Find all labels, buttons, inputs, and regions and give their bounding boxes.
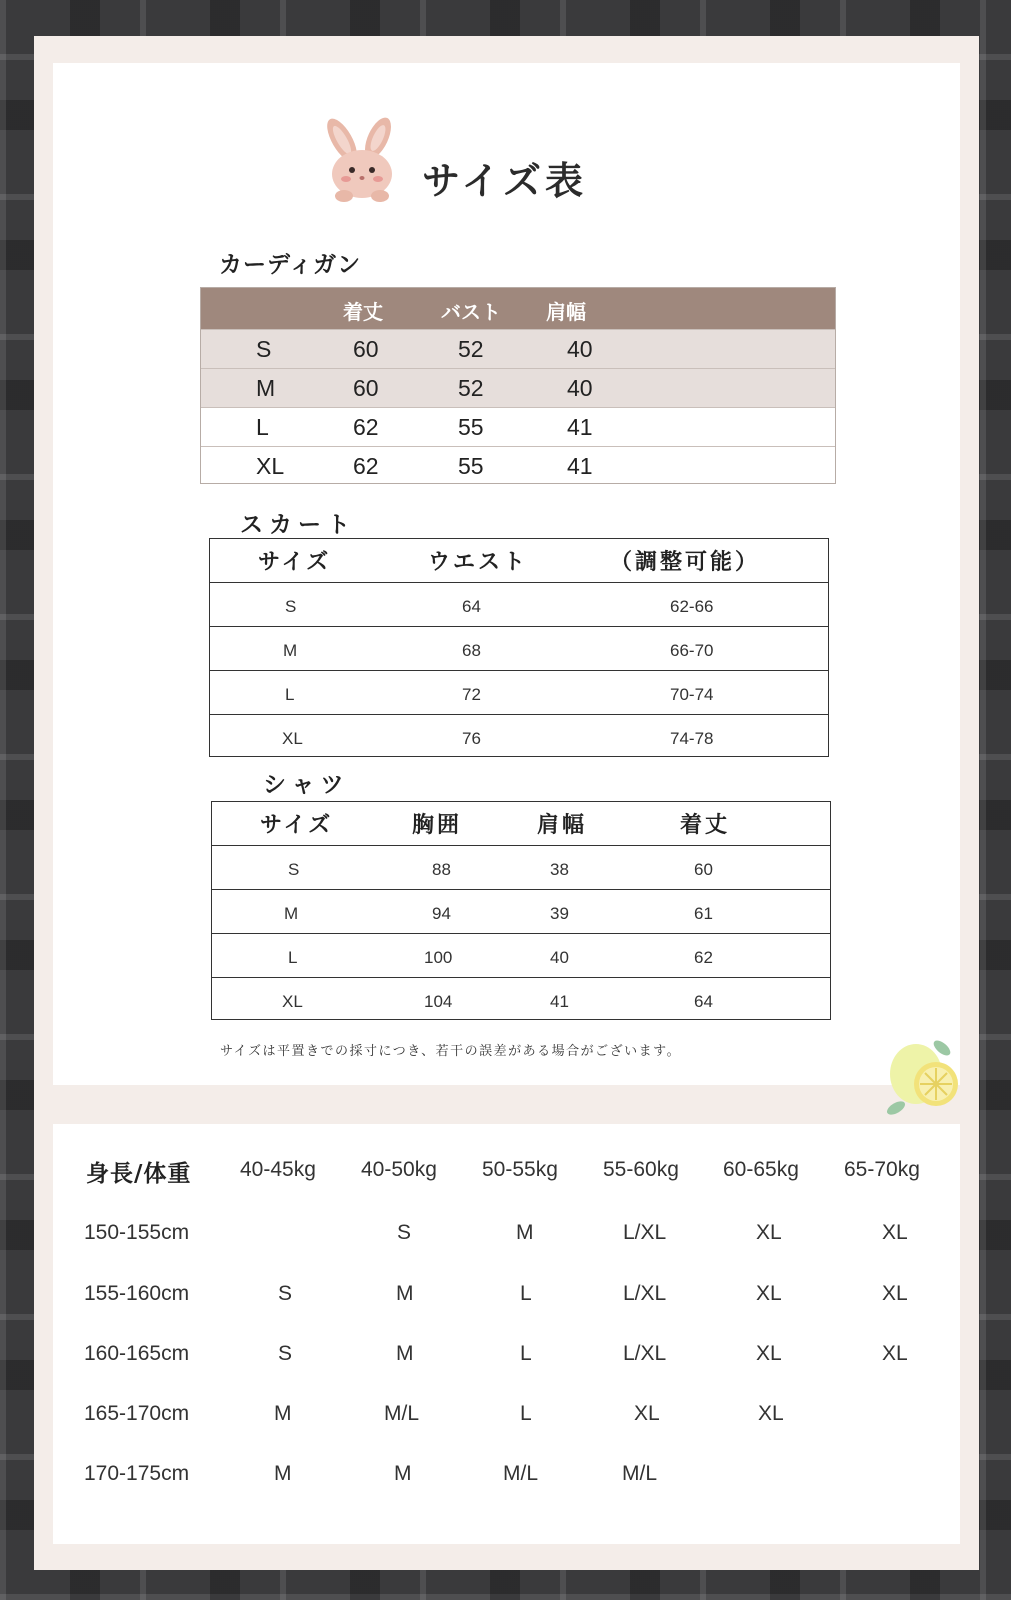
weight-header: 65-70kg [844,1158,920,1181]
value-cell: 62 [353,414,379,440]
size-cell: M [283,641,298,660]
size-cell: L/XL [623,1342,667,1365]
value-cell: 104 [424,992,453,1011]
value-cell: 41 [567,414,593,440]
size-cell: L [288,948,298,967]
table-row [212,845,830,889]
value-cell: 70-74 [670,685,714,704]
value-cell: 55 [458,453,484,479]
size-cell: XL [756,1221,782,1244]
value-cell: 60 [353,375,379,401]
size-cell: M [396,1282,414,1305]
table-row [210,582,828,626]
table-row [212,889,830,933]
value-cell: 60 [353,336,379,362]
value-cell: 88 [432,860,451,879]
table-row [210,670,828,714]
table-row [210,714,828,758]
skirt-title: スカート [240,512,356,538]
value-cell: 64 [694,992,713,1011]
size-cell: L/XL [623,1282,667,1305]
size-cell: XL [882,1282,908,1305]
value-cell: 68 [462,641,481,660]
height-cell: 155-160cm [84,1282,190,1305]
size-cell: S [278,1282,293,1305]
table-row [201,368,835,407]
bunny-illustration-icon [318,112,410,208]
size-cell: M [516,1221,534,1244]
size-cell: XL [882,1342,908,1365]
value-cell: 74-78 [670,729,714,748]
header-cell: 胸囲 [412,813,463,838]
header-cell: 肩幅 [537,813,588,838]
table-row [201,329,835,368]
value-cell: 62 [353,453,379,479]
value-cell: 66-70 [670,641,714,660]
value-cell: 72 [462,685,481,704]
cardigan-table [200,287,836,484]
size-cell: M/L [622,1462,658,1485]
header-cell: サイズ [260,813,334,838]
weight-header: 60-65kg [723,1158,799,1181]
value-cell: 62-66 [670,597,714,616]
weight-header: 55-60kg [603,1158,679,1181]
lemon-decoration-icon [880,1030,972,1122]
height-cell: 165-170cm [84,1402,190,1425]
value-cell: 40 [567,375,593,401]
size-cell: M [256,375,276,401]
value-cell: 52 [458,336,484,362]
value-cell: 94 [432,904,451,923]
size-cell: S [288,860,300,879]
height-cell: 170-175cm [84,1462,190,1485]
recommendation-corner-label: 身長/体重 [86,1161,192,1187]
table-row [212,933,830,977]
header-cell: 肩幅 [546,300,586,324]
size-cell: L [256,414,269,440]
table-header [210,539,828,582]
size-cell: XL [758,1402,784,1425]
header-cell: 着丈 [343,300,383,324]
recommendation-row [0,1402,1011,1432]
value-cell: 76 [462,729,481,748]
header-cell: サイズ [258,550,332,575]
size-cell: S [256,336,272,362]
height-cell: 150-155cm [84,1221,190,1244]
table-row [210,626,828,670]
value-cell: 38 [550,860,569,879]
value-cell: 100 [424,948,453,967]
header-cell: 着丈 [680,813,731,838]
weight-header: 40-50kg [361,1158,437,1181]
recommendation-row [0,1221,1011,1251]
value-cell: 39 [550,904,569,923]
shirt-table [211,801,831,1020]
size-cell: XL [282,992,303,1011]
size-cell: M [274,1402,292,1425]
value-cell: 62 [694,948,713,967]
header-cell: ウエスト [428,550,529,575]
weight-header: 50-55kg [482,1158,558,1181]
size-cell: XL [256,453,285,479]
table-row [201,446,835,485]
size-cell: S [285,597,297,616]
size-cell: M [284,904,299,923]
cardigan-title: カーディガン [219,252,362,278]
skirt-table [209,538,829,757]
value-cell: 41 [550,992,569,1011]
size-cell: M/L [503,1462,539,1485]
header-cell: バスト [441,300,501,324]
header-cell: （調整可能） [610,550,761,575]
size-cell: L/XL [623,1221,667,1244]
value-cell: 52 [458,375,484,401]
table-header [212,802,830,845]
value-cell: 40 [550,948,569,967]
size-cell: XL [882,1221,908,1244]
value-cell: 64 [462,597,481,616]
measurement-note: サイズは平置きでの採寸につき、若干の誤差がある場合がございます。 [220,1044,682,1059]
height-cell: 160-165cm [84,1342,190,1365]
page-title: サイズ表 [422,159,587,203]
size-cell: S [397,1221,412,1244]
table-row [201,407,835,446]
value-cell: 40 [567,336,593,362]
size-cell: M [274,1462,292,1485]
recommendation-row [0,1462,1011,1492]
value-cell: 41 [567,453,593,479]
size-cell: L [520,1402,532,1425]
table-row [212,977,830,1021]
size-cell: S [278,1342,293,1365]
value-cell: 55 [458,414,484,440]
size-cell: XL [756,1282,782,1305]
size-cell: L [520,1282,532,1305]
shirt-title: シャツ [263,772,350,798]
value-cell: 61 [694,904,713,923]
weight-header: 40-45kg [240,1158,316,1181]
size-cell: L [520,1342,532,1365]
size-cell: XL [634,1402,660,1425]
recommendation-row [0,1282,1011,1312]
recommendation-row [0,1342,1011,1372]
size-cell: M/L [384,1402,420,1425]
value-cell: 60 [694,860,713,879]
size-cell: L [285,685,295,704]
size-cell: M [396,1342,414,1365]
size-cell: XL [282,729,303,748]
table-header [201,288,835,329]
size-cell: M [394,1462,412,1485]
size-cell: XL [756,1342,782,1365]
